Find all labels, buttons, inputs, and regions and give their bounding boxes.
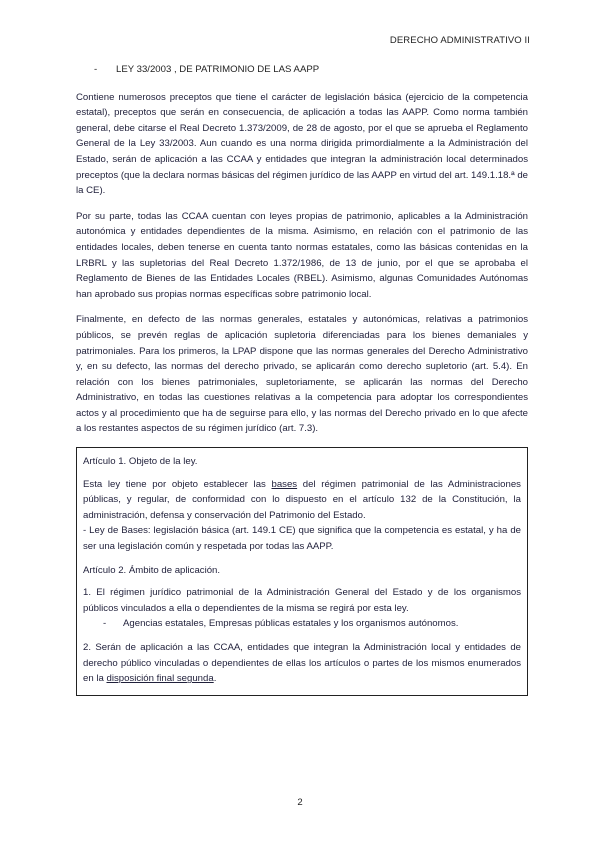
- page-number: 2: [297, 797, 303, 808]
- section-heading: [94, 62, 528, 78]
- article-2-p2-end: .: [213, 673, 217, 685]
- article-2-p2-start: 2. Serán de aplicación a las CCAA, entidades que integran la Administración local y entidades de derecho público vinculadas o dependientes de ellas los artículos o partes de los mismos enumerados en la: [83, 642, 521, 685]
- heading-text: LEY 33/2003 , DE PATRIMONIO DE LAS AAPP: [116, 64, 320, 75]
- article-1-title: Artículo 1. Objeto de la ley.: [83, 456, 198, 468]
- article-2-title: Artículo 2. Ámbito de aplicación.: [83, 564, 221, 576]
- underlined-bases: bases: [271, 478, 298, 490]
- page-body: [76, 62, 528, 696]
- running-header: DERECHO ADMINISTRATIVO II: [389, 35, 530, 46]
- article-2-bullet: [103, 616, 521, 632]
- paragraph-intro: Contiene numerosos preceptos que tiene el carácter de legislación básica (ejercicio de la competencia estatal), preceptos que serán en consecuencia, de aplicación a todas las AAPP. Como norma también general, debe citarse el Real Decreto 1.373/2009, de 28 de agosto, por el que se aprueba el Reglamento General de la Ley 33/2003. Aun cuando es una norma dirigida primordialmente a la Administración del Estado, serán de aplicación a las CCAA y entidades que integran la administración local determinados preceptos (que la declara normas básicas del régimen jurídico de las AAPP en virtud del art. 149.1.18.ª de la CE).: [76, 91, 528, 197]
- bullet-text: Agencias estatales, Empresas públicas estatales y los organismos autónomos.: [123, 618, 459, 630]
- article-1-text-end: del régimen patrimonial de las Administraciones públicas, y regular, de conformidad con lo dispuesto en el artículo 132 de la Constitución, la administración, defensa y conservación del Patrimonio del Estado.: [83, 478, 521, 521]
- paragraph-ccaa: Por su parte, todas las CCAA cuentan con leyes propias de patrimonio, aplicables a la Administración autonómica y entidades dependientes de la misma. Asimismo, en relación con el patrimonio de las entidades locales, deben tenerse en cuenta tanto normas estatales, como las básicas contenidas en la LRBRL y las supletorias del Real Decreto 1.372/1986, de 13 de junio, por el que se aprobaba el Reglamento de Bienes de las Entidades Locales (RBEL). Asimismo, algunas Comunidades Autónomas han aprobado sus propias normas específicas sobre patrimonio local.: [76, 210, 528, 300]
- article-2-paragraph-2: [83, 640, 521, 687]
- underlined-disposicion: disposición final segunda: [106, 673, 214, 685]
- article-1-text-start: Esta ley tiene por objeto establecer las: [83, 478, 272, 490]
- articles-box: [76, 447, 528, 696]
- bullet-dash: -: [103, 618, 107, 630]
- heading-bullet: -: [94, 64, 98, 75]
- article-1-note: - Ley de Bases: legislación básica (art. 149.1 CE) que significa que la competencia es estatal, y ha de ser una legislación común y respetada por todas las AAPP.: [83, 525, 521, 553]
- article-1-text: [83, 477, 521, 524]
- paragraph-supletoria: Finalmente, en defecto de las normas generales, estatales y autonómicas, relativas a patrimonios públicos, se prevén reglas de aplicación supletoria diferenciadas para los bienes demaniales y patrimoniales. Para los primeros, la LPAP dispone que las normas generales del Derecho Administrativo y, en su defecto, las normas del derecho privado, se aplicarán como derecho supletorio (art. 5.4). En relación con los bienes patrimoniales, supletoriamente, se aplicarán las normas del Derecho Administrativo, en todas las cuestiones relativas a la competencia para adoptar los correspondientes actos y al procedimiento que ha de seguirse para ello, y las normas del Derecho privado en lo que afecte a los restantes aspectos de su régimen jurídico (art. 7.3).: [76, 314, 528, 435]
- article-2-paragraph-1: 1. El régimen jurídico patrimonial de la Administración General del Estado y de los organismos públicos vinculados a ella o dependientes de la misma se regirá por esta ley.: [83, 587, 521, 614]
